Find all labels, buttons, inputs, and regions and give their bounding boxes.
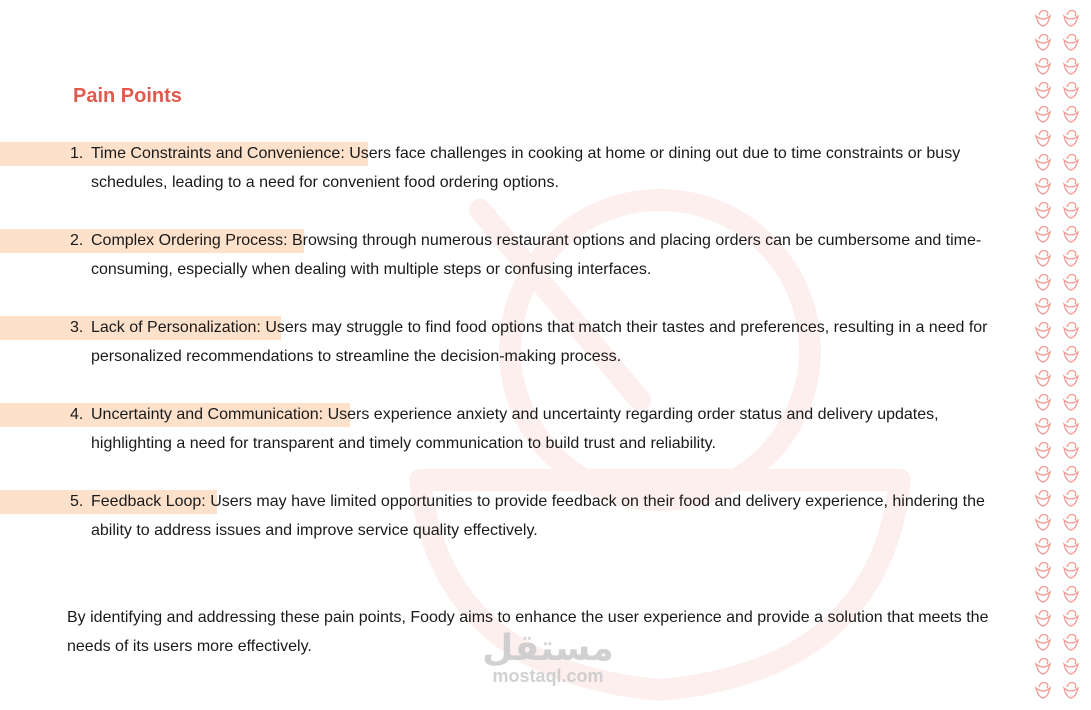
ice-cream-icon [1030, 0, 1091, 706]
pain-point-description: Browsing through numerous restaurant options and placing orders can be cumbersome and time-consuming, especially when dealing with multiple steps or confusing interfaces. [91, 232, 982, 278]
list-item [0, 226, 1020, 284]
page-title: Pain Points [73, 85, 182, 107]
watermark-arabic: مستقل [482, 627, 614, 668]
pain-point-description: Users experience anxiety and uncertainty regarding order status and delivery updates, highlighting a need for transparent and timely communication to build trust and reliability. [91, 406, 939, 452]
decorative-pattern-strip [1030, 0, 1091, 706]
list-number: 3. [70, 319, 84, 336]
conclusion-paragraph: By identifying and addressing these pain points, Foody aims to enhance the user experience and provide a solution that meets the needs of its users more effectively. [67, 609, 989, 655]
pain-point-label: Lack of Personalization: [91, 319, 266, 336]
watermark-latin: mostaql.com [492, 666, 604, 686]
list-number: 2. [70, 232, 84, 249]
pain-point-label: Uncertainty and Communication: [91, 406, 328, 423]
list-item [0, 400, 1020, 458]
list-item [0, 139, 1020, 197]
pain-point-description: Users may struggle to find food options that match their tastes and preferences, resulting in a need for personalized recommendations to streamline the decision-making process. [91, 319, 988, 365]
pain-points-list [0, 139, 1020, 574]
list-number: 5. [70, 493, 84, 510]
list-item [0, 313, 1020, 371]
pain-point-description: Users may have limited opportunities to provide feedback on their food and delivery experience, hindering the ability to address issues and improve service quality effectively. [91, 493, 985, 539]
list-number: 4. [70, 406, 84, 423]
pain-point-label: Complex Ordering Process: [91, 232, 292, 249]
mostaql-watermark [478, 627, 618, 686]
list-number: 1. [70, 145, 84, 162]
pain-point-label: Time Constraints and Convenience: [91, 145, 350, 162]
list-item [0, 487, 1020, 545]
pain-point-description: Users face challenges in cooking at home or dining out due to time constraints or busy schedules, leading to a need for convenient food ordering options. [91, 145, 961, 191]
pain-point-label: Feedback Loop: [91, 493, 211, 510]
